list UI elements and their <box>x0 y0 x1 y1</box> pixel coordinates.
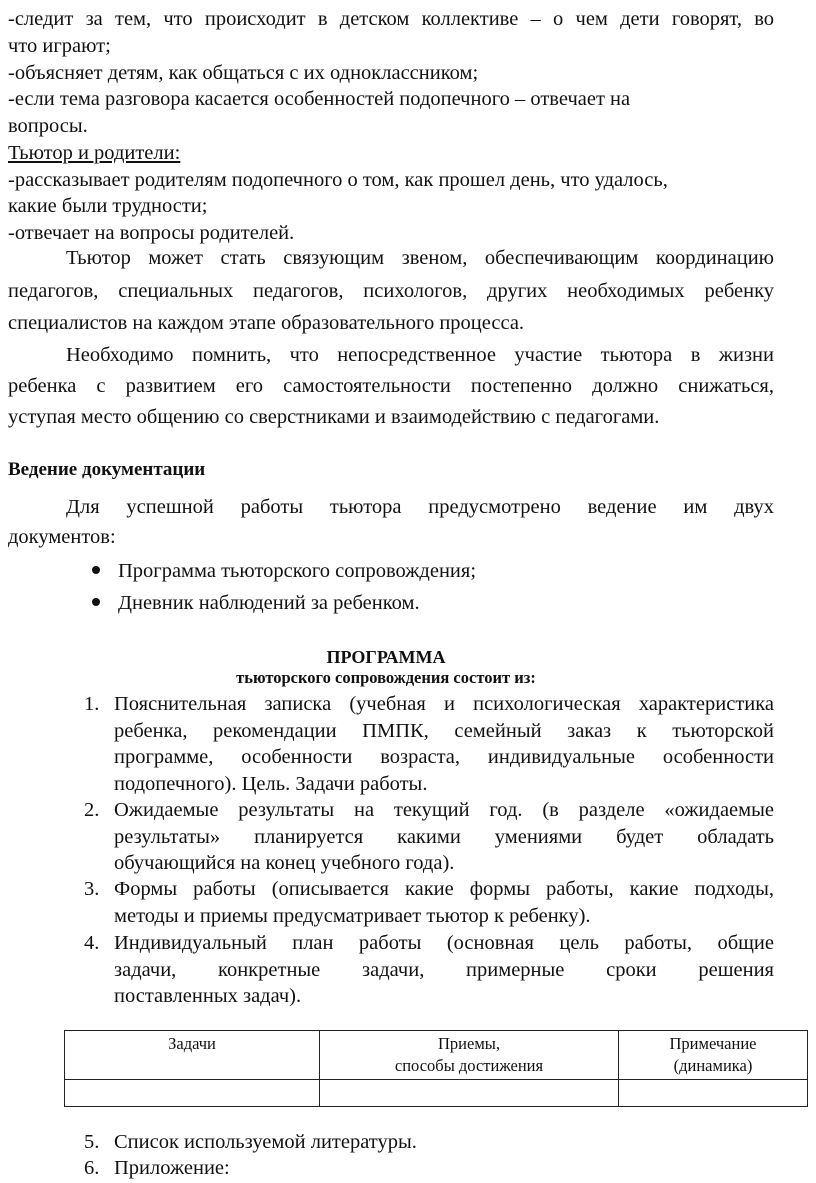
list-item-line: методы и приемы предусматривает тьютор к ребенку). <box>114 904 591 927</box>
text-line: педагогов, специальных педагогов, психологов, других необходимых ребенку <box>8 280 774 302</box>
list-number: 5. <box>84 1131 100 1153</box>
table-header-text: Приемы, <box>438 1034 500 1053</box>
table-header-cell <box>65 1031 320 1080</box>
list-item <box>114 797 774 877</box>
list-item <box>114 876 774 929</box>
list-item: Приложение: <box>114 1157 230 1179</box>
text-line: -отвечает на вопросы родителей. <box>8 222 295 244</box>
list-item <box>114 691 774 797</box>
bullet-item <box>92 590 420 616</box>
list-item-line: поставленных задач). <box>114 985 302 1007</box>
table-cell <box>619 1080 808 1107</box>
text-line: ребенка с развитием его самостоятельности постепенно должно снижаться, <box>8 375 774 397</box>
bullet-text: Программа тьюторского сопровождения; <box>118 560 477 582</box>
table-header-text: Задачи <box>168 1034 216 1053</box>
text-line: -рассказывает родителям подопечного о том, как прошел день, что удалось, <box>8 169 668 191</box>
text-line: что играют; <box>8 35 111 57</box>
text-line: -объясняет детям, как общаться с их одноклассником; <box>8 62 479 84</box>
bullet-text: Дневник наблюдений за ребенком. <box>118 592 420 614</box>
list-item-line: Индивидуальный план работы (основная цель работы, общие <box>114 932 774 954</box>
bullet-icon <box>92 566 100 574</box>
list-item <box>114 930 774 1010</box>
list-item-line: Пояснительная записка (учебная и психологическая характеристика <box>114 693 774 715</box>
table-header-cell <box>619 1031 808 1080</box>
table-cell <box>320 1080 619 1107</box>
text-line: Необходимо помнить, что непосредственное участие тьютора в жизни <box>66 344 774 366</box>
bullet-item <box>92 558 476 584</box>
text-line: -следит за тем, что происходит в детском коллективе – о чем дети говорят, во <box>8 8 774 30</box>
program-subtitle: тьюторского сопровождения состоит из: <box>236 668 536 687</box>
list-item-line: обучающийся на конец учебного года). <box>114 852 455 874</box>
section-heading-parents: Тьютор и родители: <box>8 142 181 164</box>
list-number: 1. <box>84 693 100 715</box>
list-item-line: ребенка, рекомендации ПМПК, семейный заказ к тьюторской <box>114 719 774 742</box>
text-line: какие были трудности; <box>8 195 208 217</box>
text-line: специалистов на каждом этапе образовательного процесса. <box>8 312 525 334</box>
list-item-line: Ожидаемые результаты на текущий год. (в разделе «ожидаемые <box>114 799 774 821</box>
table-header-text: (динамика) <box>673 1056 753 1075</box>
list-item-line: подопечного). Цель. Задачи работы. <box>114 772 428 795</box>
bullet-icon <box>92 598 100 606</box>
text-line: уступая место общению со сверстниками и взаимодействию с педагогами. <box>8 406 660 428</box>
program-title: ПРОГРАММА <box>326 647 446 667</box>
section-heading-documentation: Ведение документации <box>8 459 206 480</box>
table-header-text: способы достижения <box>394 1056 544 1075</box>
list-item: Список используемой литературы. <box>114 1131 417 1153</box>
list-number: 2. <box>84 799 100 821</box>
list-item-line: Формы работы (описывается какие формы работы, какие подходы, <box>114 878 774 900</box>
table-row <box>65 1080 808 1107</box>
text-line: -если тема разговора касается особенностей подопечного – отвечает на <box>8 88 631 110</box>
table-header-text: Примечание <box>669 1034 757 1053</box>
table-cell <box>65 1080 320 1107</box>
list-item-line: программе, особенности возраста, индивидуальные особенности <box>114 746 774 768</box>
list-item-line: задачи, конкретные задачи, примерные сроки решения <box>114 958 774 981</box>
plan-table <box>64 1030 808 1107</box>
list-number: 3. <box>84 878 100 900</box>
text-line: Тьютор может стать связующим звеном, обеспечивающим координацию <box>66 247 774 269</box>
list-item-line: результаты» планируется какими умениями будет обладать <box>114 825 774 848</box>
text-line: документов: <box>8 526 116 548</box>
text-line: Для успешной работы тьютора предусмотрено ведение им двух <box>66 496 774 518</box>
list-number: 4. <box>84 932 100 954</box>
text-line: вопросы. <box>8 115 88 137</box>
table-header-row <box>65 1031 808 1080</box>
list-number: 6. <box>84 1157 100 1179</box>
table-header-cell <box>320 1031 619 1080</box>
